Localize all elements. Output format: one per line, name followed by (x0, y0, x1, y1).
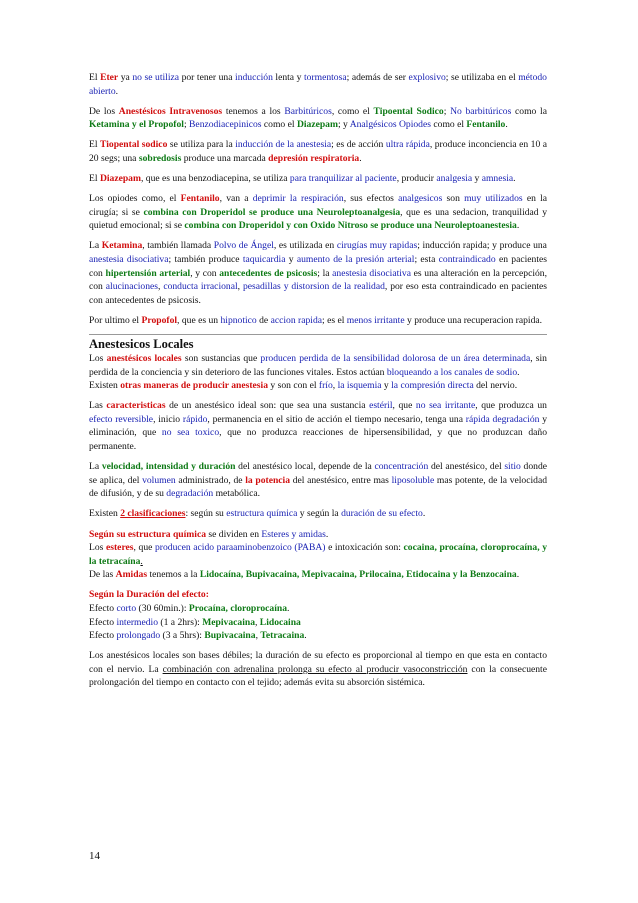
text-run: . (517, 366, 520, 378)
highlight: corto (116, 603, 137, 614)
text-run: . (115, 85, 119, 97)
highlight: liposoluble (391, 474, 435, 486)
text-run: ; también produce (168, 254, 243, 266)
text-run: son (442, 193, 465, 205)
text-run: en pacientes con (89, 254, 547, 279)
paragraph-tiopental (89, 138, 547, 165)
text-run: y eliminación, que (89, 413, 548, 439)
highlight: pesadillas y distorsion de la realidad (242, 281, 385, 293)
highlight: Esteres y amidas (261, 528, 326, 540)
drug: Diazepam (296, 119, 338, 131)
text-run: , (255, 630, 261, 642)
text-run: Las (89, 400, 107, 412)
highlight: degradación (166, 488, 214, 500)
text-run: y (381, 380, 392, 392)
highlight: conducta irracional (163, 281, 238, 293)
section-divider (89, 334, 547, 335)
text-run: del anestésico local, depende de la (235, 461, 375, 473)
highlight: Polvo de Ángel (213, 240, 274, 252)
text-run: metabólica. (213, 488, 261, 500)
highlight: sitio (504, 461, 521, 473)
text-run: , que (133, 542, 155, 554)
text-run: , (332, 380, 338, 392)
text-run: e intoxicación son: (325, 542, 404, 554)
paragraph-clasificaciones (89, 507, 547, 521)
text-run: , sin perdida de la conciencia y sin deterioro de las funciones vitales. Estos actúan (89, 353, 547, 378)
text-run: tenemos a la (147, 569, 200, 581)
term: la potencia (245, 474, 291, 486)
highlight: efecto reversible (89, 413, 154, 425)
text-run: y son con el (268, 380, 319, 392)
highlight: contraindicado (438, 254, 496, 266)
highlight: rápido (182, 413, 208, 425)
text-run: de (256, 314, 271, 326)
paragraph-locales-intro (89, 352, 547, 379)
text-run: , que no produzca reacciones de hipersensibilidad, y que no produzcan daño permanente. (89, 427, 547, 453)
text-run: , que es un (177, 314, 221, 326)
highlight: Benzodiacepinicos (189, 119, 262, 131)
highlight: hipnotico (220, 314, 257, 326)
paragraph-diazepam (89, 172, 547, 186)
highlight: ultra rápida (385, 139, 430, 151)
highlight: concentración (374, 461, 429, 473)
text-run: Los anestésicos locales son bases débiles; la duración de su efecto es proporcional al tiempo en que esta en contacto con el nervio. La (89, 650, 547, 675)
text-run: Efecto (89, 603, 117, 614)
text-run: como el (261, 119, 297, 131)
drug-list: Procaína, cloroprocaína (188, 603, 287, 614)
highlight: estructura química (226, 508, 298, 520)
page-number: 14 (89, 850, 100, 862)
text-run: y produce una recuperacion rapida. (404, 314, 543, 326)
text-run: , es utilizada en (273, 240, 337, 252)
text-run: ; la (317, 267, 333, 279)
drug: Fentanilo (466, 119, 506, 131)
text-run: . (516, 220, 520, 232)
text-run: ; inducción rapida; y produce una (417, 240, 547, 252)
highlight: tormentosa (303, 72, 347, 83)
highlight: frío (318, 380, 333, 392)
text-run: , que es una sedacion, tranquilidad y quietud emocional; si se (89, 206, 547, 232)
highlight: analgesia (436, 173, 473, 185)
highlight: analgesicos (398, 193, 443, 205)
text-run: ; esta (414, 254, 439, 266)
text-run: Efecto (89, 630, 117, 642)
text-run: . (513, 173, 516, 185)
highlight: inducción (235, 72, 273, 83)
highlight: anestesia disociativa (89, 254, 169, 266)
highlight: para tranquilizar al paciente (289, 173, 397, 185)
highlight: amnesia (481, 173, 514, 185)
text-run: Efecto (89, 616, 117, 628)
highlight: volumen (142, 474, 176, 486)
term: Propofol (141, 314, 178, 326)
highlight: No barbitúricos (450, 105, 512, 117)
highlight: anestesia disociativa (332, 267, 411, 279)
text-run: . (287, 603, 290, 614)
text-run: . (325, 528, 329, 540)
text-run: ; (183, 119, 190, 131)
text-run: como el (430, 119, 467, 131)
paragraph-opiodes (89, 192, 547, 233)
text-run: ; es el (322, 314, 347, 326)
text-run: El (89, 72, 101, 83)
text-run: . (505, 119, 508, 131)
drug: Tipoental Sodico (373, 105, 444, 117)
text-run: produce una marcada (181, 152, 269, 164)
highlight: no sea irritante (415, 400, 476, 412)
text-run: lenta y (272, 72, 304, 83)
drug: Bupivacaina (204, 630, 256, 642)
highlight: la isquemia (337, 380, 382, 392)
text-run: , como el (331, 105, 374, 117)
highlight: cirugías muy rapidas (336, 240, 418, 252)
drug-list: Lidocaína, Bupivacaina, Mepivacaina, Prilocaina, Etidocaina y la Benzocaina (199, 569, 517, 581)
page-content (89, 71, 547, 697)
text-run: , van a (219, 193, 253, 205)
term: caracteristicas (106, 400, 166, 412)
text-run: en la cirugía; si se (89, 193, 548, 218)
drug: Lidocaina (259, 616, 301, 628)
text-run: donde se aplica, del (89, 461, 547, 486)
text-run: , sus efectos (343, 193, 399, 205)
text-run: del anestésico, del (428, 461, 505, 473)
highlight: estéril (369, 400, 393, 412)
text-run: ; se utilizaba en el (445, 72, 519, 83)
text-run: . (359, 152, 362, 164)
highlight: bloqueando a los canales de sodio (386, 366, 518, 378)
text-run: ya (118, 72, 133, 83)
text-run: (3 a 5hrs): (160, 630, 205, 642)
text-run: De las (89, 569, 116, 581)
highlight: aumento de la presión arterial (296, 254, 415, 266)
text-run: , que es una benzodiacepina, se utiliza (140, 173, 290, 185)
paragraph-velocidad (89, 460, 547, 501)
drug: Ketamina y el Propofol (89, 119, 184, 131)
text-run: . (304, 630, 307, 642)
text-run: administrado, de (175, 474, 246, 486)
text-run: tenemos a los (222, 105, 285, 117)
highlight: producen acido paraaminobenzoico (PABA) (154, 542, 326, 554)
text-run: de un anestésico ideal son: que sea una sustancia (165, 400, 370, 412)
highlight: inducción de la anestesia (235, 139, 332, 151)
text-run: El (89, 173, 100, 185)
paragraph-caracteristicas (89, 399, 547, 453)
term: Anestésicos Intravenosos (118, 105, 223, 117)
text-run: ; y (337, 119, 350, 131)
text-run: , que produzca un (475, 400, 547, 412)
text-run: Existen (89, 380, 121, 392)
term: Diazepam (99, 173, 141, 185)
highlight: muy utilizados (464, 193, 523, 205)
highlight: producen perdida de la sensibilidad dolorosa de un área determinada (260, 353, 531, 364)
term: hipertensión arterial (105, 267, 191, 279)
paragraph-duracion (89, 588, 547, 642)
highlight: no se utiliza (132, 72, 180, 83)
text-run: , (237, 281, 243, 293)
term: Amidas (115, 569, 148, 581)
text-run: . (422, 508, 426, 520)
text-run: Por ultimo el (89, 314, 142, 326)
text-run: (30 60min.): (136, 603, 189, 614)
highlight: explosivo (408, 72, 446, 83)
highlight: no sea toxico (161, 427, 220, 439)
term: combina con Droperidol y con Oxido Nitroso se produce una Neuroleptoanestesia (184, 220, 517, 232)
text-run: Los (89, 542, 106, 554)
text-run: . (516, 569, 520, 581)
text-run: (1 a 2hrs): (158, 616, 203, 628)
term: depresión respiratoria (268, 152, 360, 164)
text-run: por tener una (179, 72, 236, 83)
subheading: Según la Duración del efecto: (89, 589, 209, 601)
paragraph-eter (89, 71, 547, 98)
paragraph-otras-maneras (89, 379, 547, 393)
highlight: rápida degradación (465, 413, 540, 425)
highlight: Analgésicos Opiodes (349, 119, 431, 131)
term: otras maneras de producir anestesia (120, 380, 268, 392)
text-run: es una alteración en la percepción, con (89, 267, 547, 293)
term: Fentanilo (180, 193, 220, 205)
text-run: , (255, 616, 260, 628)
term: 2 clasificaciones (120, 508, 186, 520)
text-run: Los opiodes como, el (89, 193, 181, 205)
text-run: La (89, 240, 102, 252)
text-run: y (285, 254, 297, 266)
text-run: se dividen en (206, 528, 262, 540)
text-run: , permanencia en el sitio de acción el tiempo necesario, tenga una (207, 413, 466, 425)
text-run: , también llamada (142, 240, 214, 252)
text-run: y (472, 173, 482, 185)
text-run: La (89, 461, 102, 473)
term: antecedentes de psicosis (219, 267, 318, 279)
paragraph-propofol (89, 314, 547, 328)
paragraph-bases-debiles (89, 649, 547, 690)
highlight: menos irritante (346, 314, 405, 326)
text-run: , que (392, 400, 416, 412)
paragraph-intravenosos (89, 105, 547, 132)
text-run: mas potente, de la velocidad de difusión, y de su (89, 474, 548, 500)
underlined-text: combinación con adrenalina prolonga su efecto al producir vasoconstricción (162, 663, 468, 675)
highlight: accion rapida (270, 314, 322, 326)
highlight: deprimir la respiración (252, 193, 344, 205)
term: combina con Droperidol se produce una Neuroleptoanalgesia (143, 206, 401, 218)
drug: Tetracaina (260, 630, 305, 642)
text-run: , inicio (153, 413, 183, 425)
text-run: del nervio. (473, 380, 518, 392)
section-title: Anestesicos Locales (89, 337, 194, 351)
text-run: ; (443, 105, 451, 117)
drug: Mepivacaina (202, 616, 255, 628)
term: Ketamina (101, 240, 143, 252)
text-run: ; es de acción (331, 139, 386, 151)
term: sobredosis (138, 152, 182, 164)
text-run: De los (89, 105, 119, 117)
text-run: : según su (185, 508, 227, 520)
text-run: como la (511, 105, 547, 117)
text-run: Existen (89, 508, 121, 520)
highlight: la compresión directa (391, 380, 474, 392)
text-run: ; además de ser (346, 72, 409, 83)
text-run: y según la (297, 508, 342, 520)
drug-list: cocaina, procaína, cloroprocaína, y la tetracaína (89, 542, 547, 567)
text-run: , producir (396, 173, 437, 185)
text-run: , por eso esta contraindicado en pacientes con antecedentes de psicosis. (89, 281, 548, 306)
highlight: taquicardia (242, 254, 286, 266)
term-eter: Eter (100, 72, 119, 83)
paragraph-ketamina (89, 239, 547, 307)
highlight: prolongado (116, 630, 161, 642)
text-run: , (158, 281, 164, 293)
text-run: del anestésico, entre mas (290, 474, 392, 486)
text-run: . (140, 555, 143, 567)
text-run: , y con (190, 267, 220, 279)
text-run: Los (89, 353, 107, 364)
text-run: se utiliza para la (167, 139, 236, 151)
subheading: Según su estructura química (89, 528, 206, 540)
term: esteres (106, 542, 134, 554)
highlight: duración de su efecto (341, 508, 423, 520)
text-run: con la consecuente prolongación del tiempo en contacto con el tejido; además evita su absorción sistémica. (89, 663, 547, 689)
paragraph-estructura-quimica (89, 528, 547, 582)
term: velocidad, intensidad y duración (101, 461, 236, 473)
text-run: son sustancias que (181, 353, 261, 364)
term: Tiopental sodico (100, 139, 168, 151)
highlight: método abierto (89, 72, 547, 97)
text-run: , produce inconciencia en 10 a 20 segs; una (89, 139, 547, 164)
text-run: El (89, 139, 101, 151)
term: anestésicos locales (106, 353, 182, 364)
highlight: intermedio (116, 616, 158, 628)
highlight: Barbitúricos (284, 105, 332, 117)
highlight: alucinaciones (105, 281, 158, 293)
